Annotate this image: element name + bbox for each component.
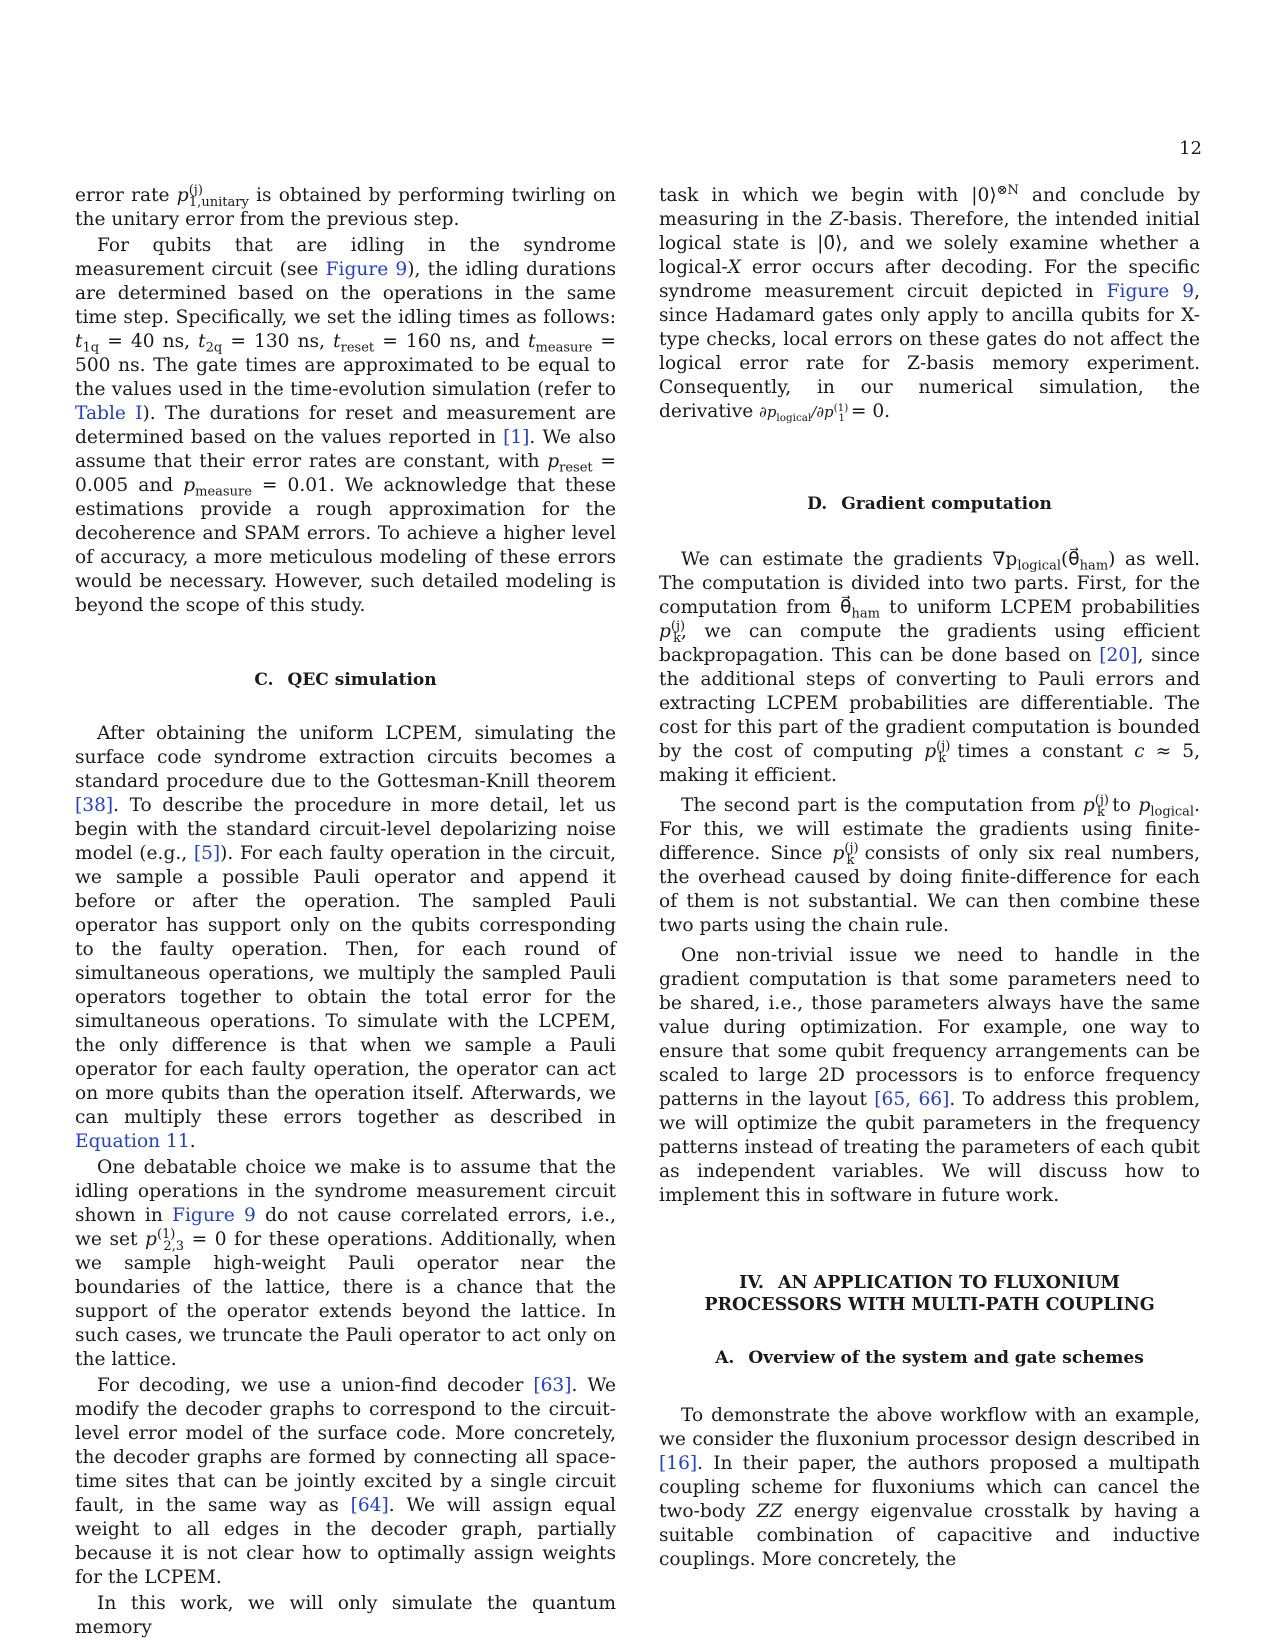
paragraph-quantum-memory: In this work, we will only simulate the quantum memory xyxy=(75,1593,616,1638)
figure-9-link-2[interactable]: Figure 9 xyxy=(172,1205,256,1226)
citation-38-link[interactable]: [38] xyxy=(75,795,114,816)
figure-9-link-3[interactable]: Figure 9 xyxy=(1106,281,1195,302)
citation-66-link[interactable]: 66] xyxy=(918,1089,950,1110)
section-a-heading: A. Overview of the system and gate schemes xyxy=(715,1348,1144,1368)
paragraph-memory-task: task in which we begin with |0⟩$^{\otimes N}$ and conclude by measuring in the Z-basis. Therefore, the intended initial logical state is |0̄⟩, and we solely examine whether a logical-X error occurs after decoding. For the specific syndrome measurement circuit depicted in Figure 9, since Hadamard gates only apply to ancilla qubits for X-type checks, local errors on these gates do not affect the logical error rate for Z-basis memory experiment. Consequently, in our numerical simulation, the derivative $\partial p_{logical}/\partial p^{(1)}_1 = 0$. xyxy=(659,182,1201,424)
citation-1-link[interactable]: [1] xyxy=(503,427,530,448)
paragraph-decoding: For decoding, we use a union-find decoder [63]. We modify the decoder graphs to correspond to the circuit-level error model of the surface code. More concretely, the decoder graphs are formed by connecting all space-time sites that can be jointly excited by a single circuit fault, in the same way as [64]. We will assign equal weight to all edges in the decoder graph, partially because it is not clear how to optimally assign weights for the LCPEM. xyxy=(75,1375,616,1588)
citation-63-link[interactable]: [63] xyxy=(533,1375,572,1396)
citation-64-link[interactable]: [64] xyxy=(350,1495,389,1516)
section-d-heading: D. Gradient computation xyxy=(807,494,1052,514)
citation-65-link[interactable]: [65, xyxy=(874,1089,912,1110)
paragraph-after-lcpem: After obtaining the uniform LCPEM, simulating the surface code syndrome extraction circuits becomes a standard procedure due to the Gottesman-Knill theorem [38]. To describe the procedure in more detail, let us begin with the standard circuit-level depolarizing noise model (e.g., [5]). For each faulty operation in the circuit, we sample a possible Pauli operator and append it before or after the operation. The sampled Pauli operator has support only on the qubits corresponding to the faulty operation. Then, for each round of simultaneous operations, we multiply the sampled Pauli operators together to obtain the total error for the simultaneous operations. To simulate with the LCPEM, the only difference is that when we sample a Pauli operator for each faulty operation, the operator can act on more qubits than the operation itself. Afterwards, we can multiply these errors together as described in Equation 11. xyxy=(75,723,616,1152)
equation-11-link[interactable]: Equation 11 xyxy=(75,1131,190,1152)
paragraph-second-part: The second part is the computation from $p^{(j)}_k$ to $p_{logical}$. For this, we will estimate the gradients using finite-difference. Since $p^{(j)}_k$ consists of only six real numbers, the overhead caused by doing finite-difference for each of them is not substantial. We can then combine these two parts using the chain rule. xyxy=(659,792,1201,936)
figure-9-link[interactable]: Figure 9 xyxy=(325,259,408,280)
right-column xyxy=(659,184,1200,1572)
citation-20-link[interactable]: [20] xyxy=(1099,645,1138,666)
paragraph-error-rate: error rate $p^{(j)}_{1,unitary}$ is obtained by performing twirling on the unitary error from the previous step. xyxy=(75,182,616,230)
citation-16-link[interactable]: [16] xyxy=(659,1453,698,1474)
page-number: 12 xyxy=(1179,138,1202,159)
table-1-link[interactable]: Table I xyxy=(75,403,143,424)
paragraph-debatable-choice: One debatable choice we make is to assume that the idling operations in the syndrome measurement circuit shown in Figure 9 do not cause correlated errors, i.e., we set $p^{(1)}_{2,3} = 0$ for these operations. Additionally, when we sample high-weight Pauli operator near the boundaries of the lattice, there is a chance that the support of the operator extends beyond the lattice. In such cases, we truncate the Pauli operator to act only on the lattice. xyxy=(75,1157,616,1370)
section-c-heading: C. QEC simulation xyxy=(254,670,437,690)
citation-5-link[interactable]: [5] xyxy=(193,843,221,864)
paragraph-idling: For qubits that are idling in the syndrome measurement circuit (see Figure 9), the idling durations are determined based on the operations in the same time step. Specifically, we set the idling times as follows: $t_{1q} = 40$ ns, $t_{2q} = 130$ ns, $t_{reset} = 160$ ns, and $t_{measure} = 500$ ns. The gate times are approximated to be equal to the values used in the time-evolution simulation (refer to Table I). The durations for reset and measurement are determined based on the values reported in [1]. We also assume that their error rates are constant, with $p_{reset} = 0.005$ and $p_{measure} = 0.01$. We acknowledge that these estimations provide a rough approximation for the decoherence and SPAM errors. To achieve a higher level of accuracy, a more meticulous modeling of these errors would be necessary. However, such detailed modeling is beyond the scope of this study. xyxy=(75,235,617,616)
paragraph-gradients: We can estimate the gradients $\nabla p_{logical}(\theta⃗_{ham})$ as well. The computation is divided into two parts. First, for the computation from $\theta⃗_{ham}$ to uniform LCPEM probabilities $p^{(j)}_k$, we can compute the gradients using efficient backpropagation. This can be done based on [20], since the additional steps of converting to Pauli errors and extracting LCPEM probabilities are differentiable. The cost for this part of the gradient computation is bounded by the cost of computing $p^{(j)}_k$ times a constant c ≈ 5, making it efficient. xyxy=(659,549,1200,786)
left-column xyxy=(75,184,616,1640)
paragraph-non-trivial: One non-trivial issue we need to handle in the gradient computation is that some parameters need to be shared, i.e., those parameters always have the same value during optimization. For example, one way to ensure that some qubit frequency arrangements can be scaled to large 2D processors is to enforce frequency patterns in the layout [65, 66]. To address this problem, we will optimize the qubit parameters in the frequency patterns instead of treating the parameters of each qubit as independent variables. We will discuss how to implement this in software in future work. xyxy=(659,945,1200,1206)
paragraph-demonstrate: To demonstrate the above workflow with an example, we consider the fluxonium processor design described in [16]. In their paper, the authors proposed a multipath coupling scheme for fluxoniums which can cancel the two-body ZZ energy eigenvalue crosstalk by having a suitable combination of capacitive and inductive couplings. More concretely, the xyxy=(659,1405,1201,1570)
section-iv-heading: IV. AN APPLICATION TO FLUXONIUM PROCESSORS WITH MULTI-PATH COUPLING xyxy=(704,1273,1155,1315)
